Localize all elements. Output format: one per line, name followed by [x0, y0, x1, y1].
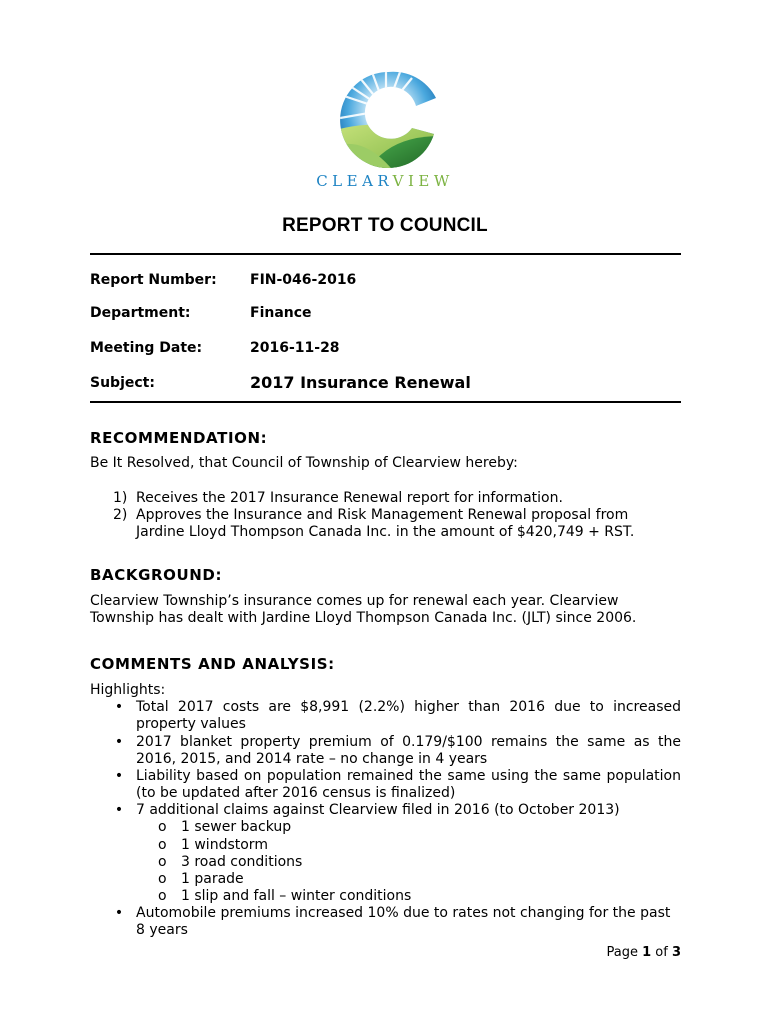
rec-item-2-number: 2)	[113, 507, 128, 523]
bullet-marker: •	[114, 802, 124, 818]
page-number	[560, 945, 681, 960]
sub-bullet-marker: o	[158, 837, 167, 853]
report-number-value: FIN-046-2016	[250, 272, 357, 288]
highlight-bullet-3: Liability based on population remained the same using the same population (to be updated after 2016 census is finalized)	[136, 768, 681, 801]
report-title: REPORT TO COUNCIL	[282, 215, 488, 236]
sub-bullet-marker: o	[158, 854, 167, 870]
rec-item-1-number: 1)	[113, 490, 128, 506]
brand-clear: CLEAR	[316, 172, 393, 190]
highlight-bullet-4: 7 additional claims against Clearview filed in 2016 (to October 2013)	[136, 802, 620, 818]
rec-item-1-text: Receives the 2017 Insurance Renewal report for information.	[136, 490, 563, 506]
sub-bullet-marker: o	[158, 888, 167, 904]
sub-bullet-5: 1 slip and fall – winter conditions	[181, 888, 412, 904]
recommendation-intro: Be It Resolved, that Council of Township of Clearview hereby:	[90, 455, 518, 471]
background-heading: BACKGROUND:	[90, 566, 223, 584]
rec-item-2-text: Approves the Insurance and Risk Management Renewal proposal from Jardine Lloyd Thompson Canada Inc. in the amount of $420,749 + RST.	[136, 507, 635, 540]
subject-label: Subject:	[90, 375, 155, 391]
bullet-marker: •	[114, 768, 124, 784]
bullet-marker: •	[114, 699, 124, 715]
clearview-logo-icon	[336, 66, 440, 174]
highlight-bullet-2: 2017 blanket property premium of 0.179/$100 remains the same as the 2016, 2015, and 2014 rate – no change in 4 years	[136, 734, 681, 767]
sub-bullet-marker: o	[158, 819, 167, 835]
department-label: Department:	[90, 305, 191, 321]
page-total: 3	[671, 945, 681, 960]
sub-bullet-2: 1 windstorm	[181, 837, 268, 853]
top-divider	[90, 253, 681, 255]
highlight-bullet-1: Total 2017 costs are $8,991 (2.2%) higher than 2016 due to increased property values	[136, 699, 681, 732]
highlights-label: Highlights:	[90, 682, 166, 698]
subject-value: 2017 Insurance Renewal	[250, 373, 471, 392]
bottom-divider	[90, 401, 681, 403]
highlight-bullet-5: Automobile premiums increased 10% due to rates not changing for the past 8 years	[136, 905, 671, 938]
page-of-word: of	[655, 945, 668, 960]
sub-bullet-1: 1 sewer backup	[181, 819, 292, 835]
sub-bullet-4: 1 parade	[181, 871, 244, 887]
department-value: Finance	[250, 305, 312, 321]
comments-heading: COMMENTS AND ANALYSIS:	[90, 655, 335, 673]
clearview-logo	[336, 66, 440, 174]
background-text: Clearview Township’s insurance comes up for renewal each year. Clearview Township has dealt with Jardine Lloyd Thompson Canada Inc. (JLT) since 2006.	[90, 593, 637, 626]
sub-bullet-marker: o	[158, 871, 167, 887]
brand-wordmark	[250, 172, 520, 190]
page-current: 1	[642, 945, 652, 960]
bullet-marker: •	[114, 905, 124, 921]
sub-bullet-3: 3 road conditions	[181, 854, 303, 870]
page-word: Page	[606, 945, 638, 960]
bullet-marker: •	[114, 734, 124, 750]
meeting-date-label: Meeting Date:	[90, 340, 203, 356]
report-number-label: Report Number:	[90, 272, 217, 288]
brand-view: VIEW	[392, 172, 454, 190]
meeting-date-value: 2016-11-28	[250, 340, 340, 356]
recommendation-heading: RECOMMENDATION:	[90, 429, 268, 447]
